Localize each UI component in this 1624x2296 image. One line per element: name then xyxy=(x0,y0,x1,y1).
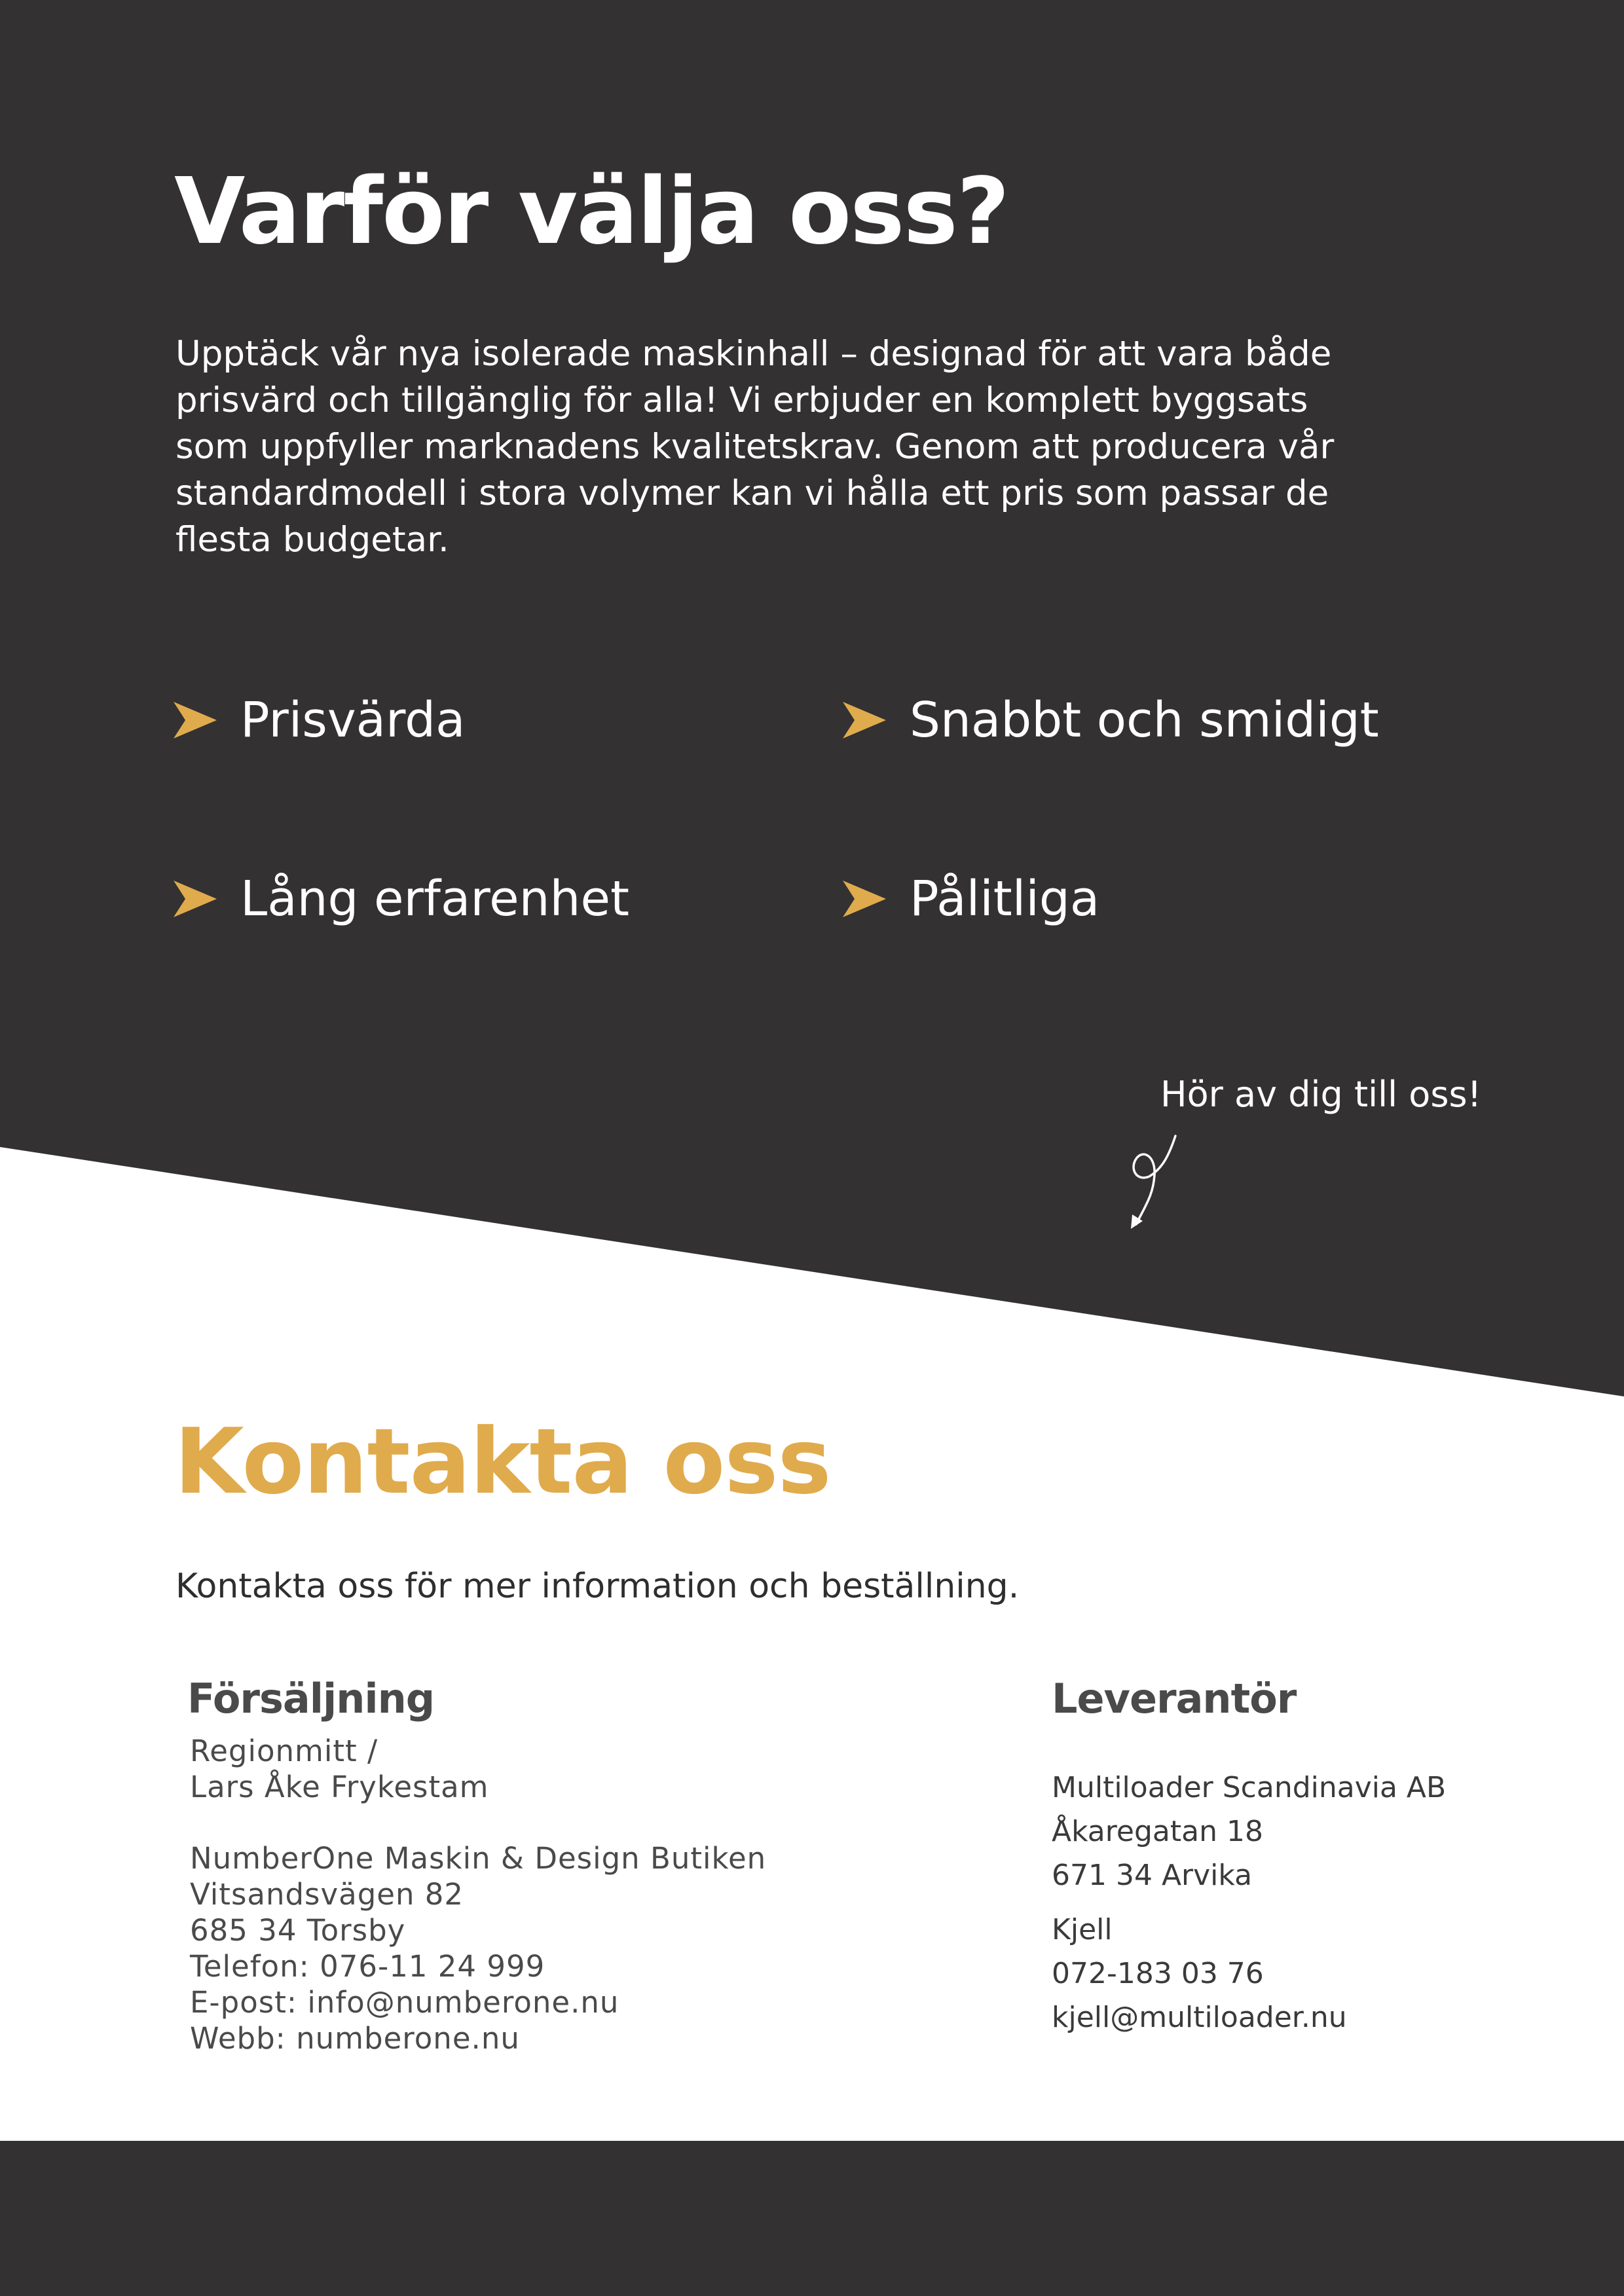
sales-postal: 685 34 Torsby xyxy=(190,1913,406,1948)
feature-label: Pålitliga xyxy=(910,871,1100,927)
supplier-email: kjell@multiloader.nu xyxy=(1052,2001,1347,2034)
feature-item xyxy=(174,866,629,932)
contact-heading: Kontakta oss xyxy=(174,1409,831,1514)
sales-phone: Telefon: 076-11 24 999 xyxy=(190,1949,545,1984)
chevron-arrow-icon xyxy=(174,702,217,738)
sales-email: E-post: info@numberone.nu xyxy=(190,1985,619,2020)
feature-label: Snabbt och smidigt xyxy=(910,692,1379,748)
supplier-heading: Leverantör xyxy=(1052,1675,1297,1722)
sales-street: Vitsandsvägen 82 xyxy=(190,1877,464,1912)
why-heading: Varför välja oss? xyxy=(174,158,1009,265)
sales-store-name: NumberOne Maskin & Design Butiken xyxy=(190,1841,767,1876)
feature-item xyxy=(843,866,1099,932)
cta-text: Hör av dig till oss! xyxy=(1160,1074,1482,1115)
feature-item xyxy=(174,687,465,753)
supplier-street: Åkaregatan 18 xyxy=(1052,1815,1263,1848)
footer-band xyxy=(0,2141,1624,2296)
sales-contact-name: Lars Åke Frykestam xyxy=(190,1770,489,1804)
supplier-phone: 072-183 03 76 xyxy=(1052,1957,1264,1990)
why-intro-text: Upptäck vår nya isolerade maskinhall – designad för att vara både prisvärd och tillgänglig för alla! Vi erbjuder en komplett byggsats som uppfyller marknadens kvalitetskrav. Genom att producera vår standardmodell i stora volymer kan vi hålla ett pris som passar de flesta budgetar. xyxy=(175,334,1335,560)
chevron-arrow-icon xyxy=(843,702,886,738)
sales-heading: Försäljning xyxy=(187,1675,435,1722)
chevron-arrow-icon xyxy=(174,881,217,917)
sales-region-line: Regionmitt / xyxy=(190,1734,378,1768)
feature-label: Prisvärda xyxy=(240,692,466,748)
supplier-postal: 671 34 Arvika xyxy=(1052,1859,1253,1892)
feature-item xyxy=(843,687,1379,753)
supplier-company: Multiloader Scandinavia AB xyxy=(1052,1771,1447,1804)
supplier-contact-name: Kjell xyxy=(1052,1913,1113,1946)
sales-website: Webb: numberone.nu xyxy=(190,2021,520,2056)
feature-label: Lång erfarenhet xyxy=(240,871,629,927)
contact-lead-text: Kontakta oss för mer information och beställning. xyxy=(175,1567,1020,1606)
curly-arrow-icon xyxy=(1123,1129,1189,1234)
chevron-arrow-icon xyxy=(843,881,886,917)
